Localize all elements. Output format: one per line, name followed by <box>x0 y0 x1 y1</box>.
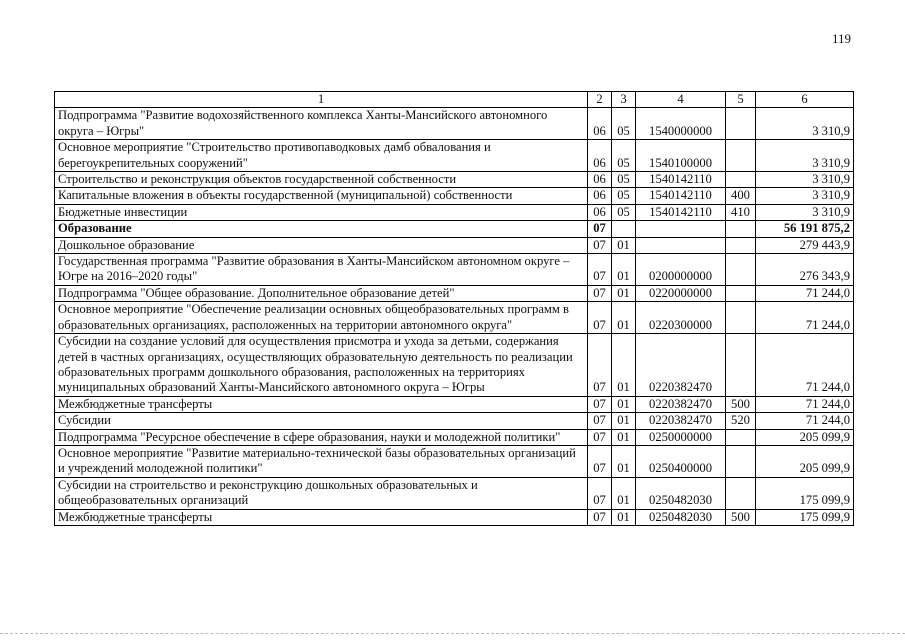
table-row <box>55 509 854 525</box>
table-row <box>55 334 854 397</box>
row-amount: 276 343,9 <box>756 254 854 286</box>
row-expense-type <box>726 172 756 188</box>
row-expense-type: 410 <box>726 204 756 220</box>
row-expense-type <box>726 429 756 445</box>
table-row <box>55 429 854 445</box>
row-expense-type <box>726 254 756 286</box>
row-section: 06 <box>588 188 612 204</box>
row-subsection: 01 <box>612 477 636 509</box>
table-row <box>55 204 854 220</box>
row-subsection: 01 <box>612 285 636 301</box>
row-target-code: 0250000000 <box>636 429 726 445</box>
row-name: Основное мероприятие "Развитие материально-технической базы образовательных организаций и учреждений молодежной политики" <box>55 445 588 477</box>
row-subsection: 01 <box>612 302 636 334</box>
row-name: Капитальные вложения в объекты государственной (муниципальной) собственности <box>55 188 588 204</box>
row-subsection: 05 <box>612 188 636 204</box>
row-section: 06 <box>588 140 612 172</box>
row-target-code: 1540000000 <box>636 108 726 140</box>
row-target-code: 0220382470 <box>636 413 726 429</box>
row-name: Образование <box>55 221 588 237</box>
row-amount: 3 310,9 <box>756 140 854 172</box>
header-col-6: 6 <box>756 92 854 108</box>
row-subsection <box>612 221 636 237</box>
row-expense-type <box>726 285 756 301</box>
row-target-code: 1540100000 <box>636 140 726 172</box>
table-row <box>55 285 854 301</box>
row-amount: 205 099,9 <box>756 445 854 477</box>
row-amount: 279 443,9 <box>756 237 854 253</box>
row-amount: 175 099,9 <box>756 509 854 525</box>
row-section: 07 <box>588 509 612 525</box>
row-expense-type <box>726 477 756 509</box>
row-subsection: 01 <box>612 254 636 286</box>
header-col-2: 2 <box>588 92 612 108</box>
row-target-code <box>636 221 726 237</box>
row-amount: 71 244,0 <box>756 302 854 334</box>
table-row <box>55 445 854 477</box>
header-col-1: 1 <box>55 92 588 108</box>
row-subsection: 05 <box>612 172 636 188</box>
row-target-code: 0250482030 <box>636 509 726 525</box>
row-section: 07 <box>588 445 612 477</box>
row-section: 07 <box>588 413 612 429</box>
row-target-code: 0200000000 <box>636 254 726 286</box>
row-expense-type: 500 <box>726 509 756 525</box>
table-row <box>55 188 854 204</box>
row-section: 07 <box>588 429 612 445</box>
row-name: Межбюджетные трансферты <box>55 509 588 525</box>
row-expense-type <box>726 237 756 253</box>
row-amount: 3 310,9 <box>756 172 854 188</box>
row-amount: 71 244,0 <box>756 413 854 429</box>
row-section: 07 <box>588 334 612 397</box>
row-target-code: 0220382470 <box>636 334 726 397</box>
row-subsection: 01 <box>612 509 636 525</box>
row-expense-type <box>726 221 756 237</box>
row-amount: 3 310,9 <box>756 108 854 140</box>
page-bottom-rule <box>0 633 905 634</box>
row-name: Строительство и реконструкция объектов государственной собственности <box>55 172 588 188</box>
row-amount: 56 191 875,2 <box>756 221 854 237</box>
row-expense-type: 500 <box>726 396 756 412</box>
table-header-row <box>55 92 854 108</box>
row-name: Субсидии на строительство и реконструкцию дошкольных образовательных и общеобразовательных организаций <box>55 477 588 509</box>
row-target-code: 0220382470 <box>636 396 726 412</box>
table-row <box>55 140 854 172</box>
row-section: 07 <box>588 254 612 286</box>
header-col-3: 3 <box>612 92 636 108</box>
page-number: 119 <box>831 31 851 46</box>
row-amount: 3 310,9 <box>756 188 854 204</box>
table-row <box>55 302 854 334</box>
row-subsection: 01 <box>612 334 636 397</box>
row-target-code <box>636 237 726 253</box>
row-subsection: 01 <box>612 237 636 253</box>
row-expense-type <box>726 445 756 477</box>
row-expense-type <box>726 140 756 172</box>
row-name: Основное мероприятие "Обеспечение реализации основных общеобразовательных программ в образовательных организациях, расположенных на территории автономного округа" <box>55 302 588 334</box>
row-name: Бюджетные инвестиции <box>55 204 588 220</box>
row-section: 07 <box>588 237 612 253</box>
header-col-5: 5 <box>726 92 756 108</box>
row-section: 07 <box>588 396 612 412</box>
row-section: 07 <box>588 302 612 334</box>
table-row <box>55 396 854 412</box>
row-name: Подпрограмма "Ресурсное обеспечение в сфере образования, науки и молодежной политики" <box>55 429 588 445</box>
row-subsection: 05 <box>612 140 636 172</box>
row-subsection: 05 <box>612 108 636 140</box>
row-name: Основное мероприятие "Строительство противопаводковых дамб обвалования и берегоукрепительных сооружений" <box>55 140 588 172</box>
budget-table <box>54 91 854 526</box>
header-col-4: 4 <box>636 92 726 108</box>
row-expense-type: 400 <box>726 188 756 204</box>
row-expense-type <box>726 302 756 334</box>
row-section: 06 <box>588 172 612 188</box>
row-section: 06 <box>588 204 612 220</box>
row-target-code: 0220300000 <box>636 302 726 334</box>
row-section: 07 <box>588 221 612 237</box>
row-expense-type: 520 <box>726 413 756 429</box>
row-subsection: 01 <box>612 413 636 429</box>
row-amount: 71 244,0 <box>756 396 854 412</box>
row-name: Субсидии <box>55 413 588 429</box>
row-amount: 205 099,9 <box>756 429 854 445</box>
row-target-code: 1540142110 <box>636 204 726 220</box>
row-amount: 71 244,0 <box>756 334 854 397</box>
row-section: 07 <box>588 285 612 301</box>
row-amount: 175 099,9 <box>756 477 854 509</box>
row-name: Субсидии на создание условий для осуществления присмотра и ухода за детьми, содержания детей в частных организациях, осуществляющих образовательную деятельность по реализации образовательных программ дошкольного образования, расположенных на территориях муниципальных образований Ханты-Мансийского автономного округа – Югры <box>55 334 588 397</box>
table-row <box>55 413 854 429</box>
table-row <box>55 477 854 509</box>
row-name: Государственная программа "Развитие образования в Ханты-Мансийском автономном округе – Югре на 2016–2020 годы" <box>55 254 588 286</box>
row-name: Подпрограмма "Развитие водохозяйственного комплекса Ханты-Мансийского автономного округа – Югры" <box>55 108 588 140</box>
row-target-code: 1540142110 <box>636 188 726 204</box>
row-section: 07 <box>588 477 612 509</box>
row-section: 06 <box>588 108 612 140</box>
table-row <box>55 237 854 253</box>
table-row <box>55 254 854 286</box>
row-subsection: 01 <box>612 445 636 477</box>
row-target-code: 1540142110 <box>636 172 726 188</box>
table-row <box>55 221 854 237</box>
row-name: Дошкольное образование <box>55 237 588 253</box>
row-target-code: 0250400000 <box>636 445 726 477</box>
row-name: Подпрограмма "Общее образование. Дополнительное образование детей" <box>55 285 588 301</box>
row-target-code: 0250482030 <box>636 477 726 509</box>
row-expense-type <box>726 108 756 140</box>
row-subsection: 05 <box>612 204 636 220</box>
row-subsection: 01 <box>612 396 636 412</box>
row-amount: 3 310,9 <box>756 204 854 220</box>
table-row <box>55 172 854 188</box>
row-target-code: 0220000000 <box>636 285 726 301</box>
row-subsection: 01 <box>612 429 636 445</box>
row-expense-type <box>726 334 756 397</box>
row-name: Межбюджетные трансферты <box>55 396 588 412</box>
row-amount: 71 244,0 <box>756 285 854 301</box>
table-row <box>55 108 854 140</box>
